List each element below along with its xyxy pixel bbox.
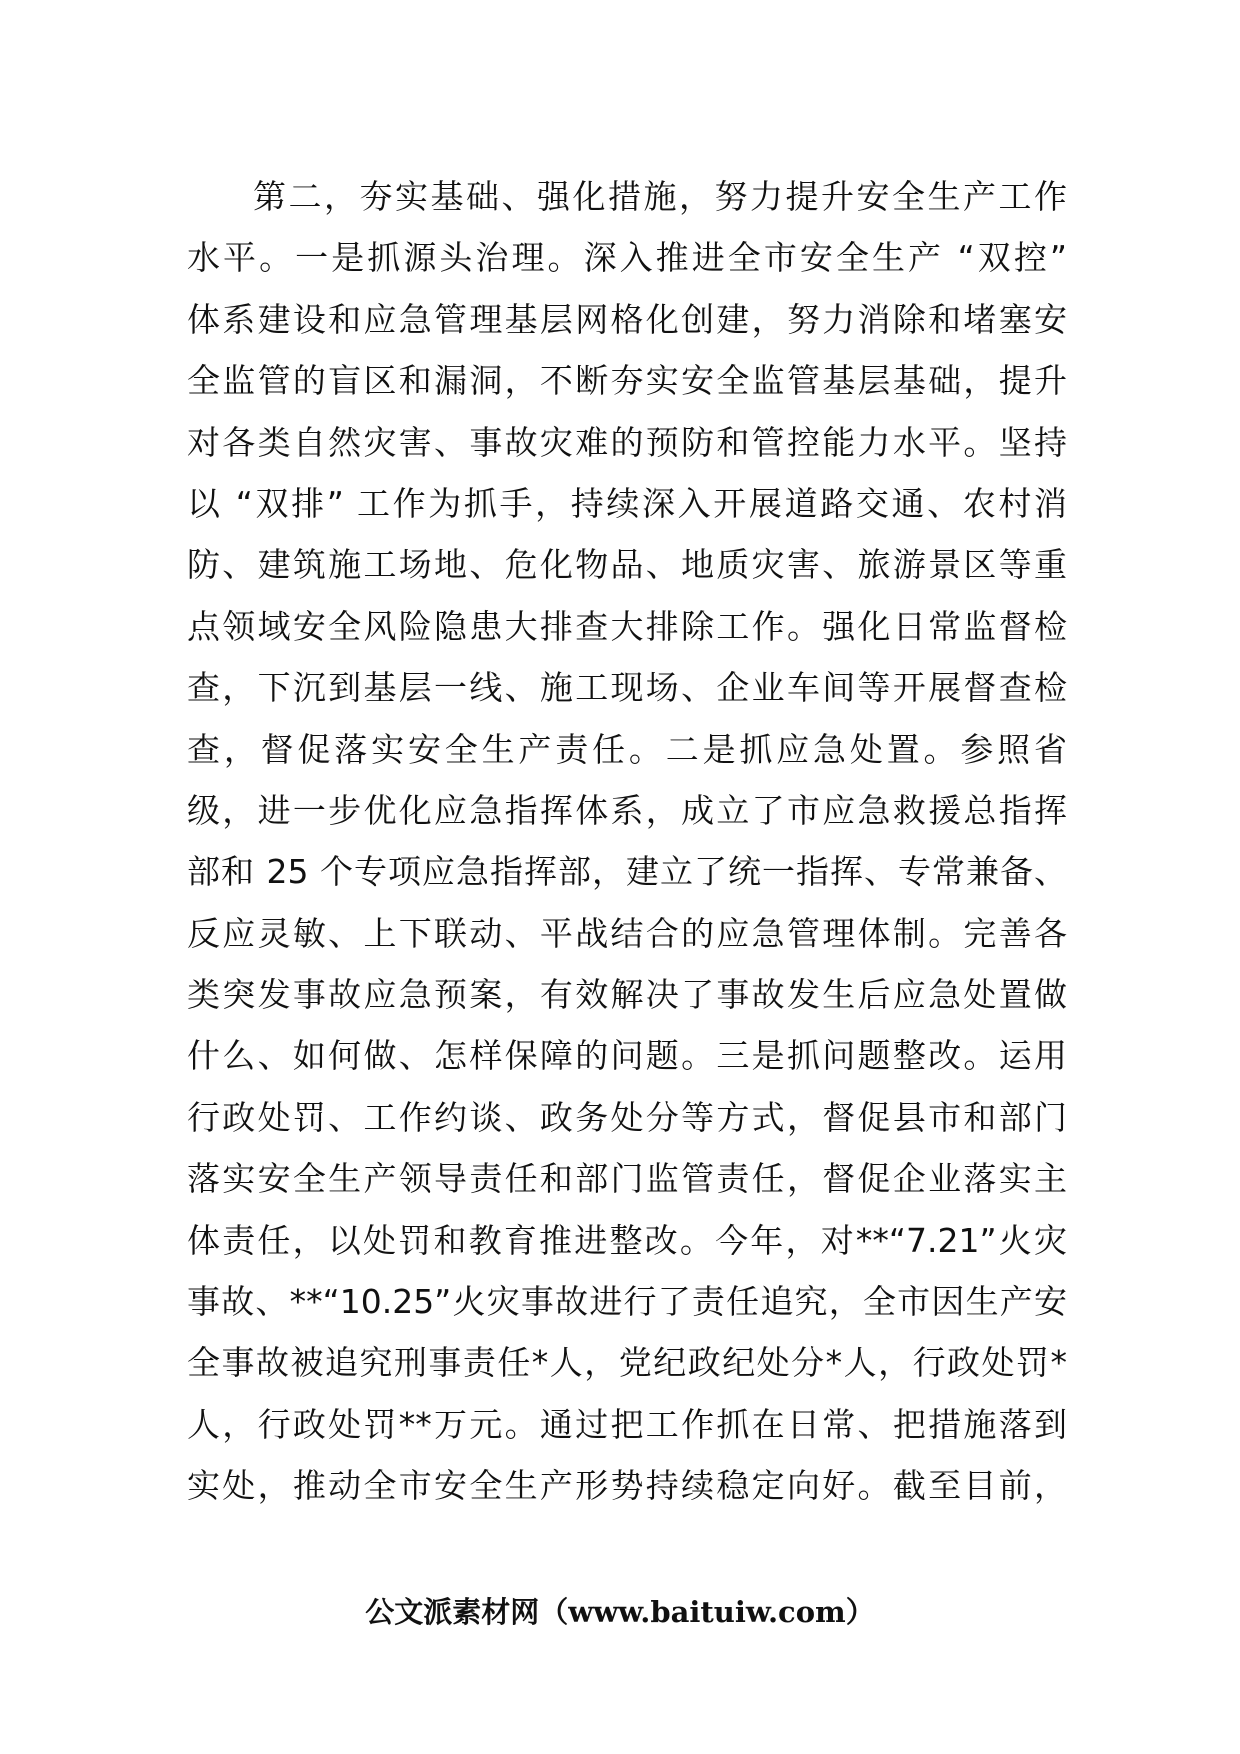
text-line: 什么、如何做、怎样保障的问题。三是抓问题整改。运用 [187, 1036, 1067, 1076]
text-line: 事故、**“10.25”火灾事故进行了责任追究，全市因生产安 [187, 1282, 1067, 1322]
text-line: 行政处罚、工作约谈、政务处分等方式，督促县市和部门 [187, 1097, 1067, 1137]
body-paragraph [187, 166, 1067, 1517]
text-line: 查，下沉到基层一线、施工现场、企业车间等开展督查检 [187, 668, 1067, 708]
text-line: 类突发事故应急预案，有效解决了事故发生后应急处置做 [187, 975, 1067, 1015]
text-line: 查，督促落实安全生产责任。二是抓应急处置。参照省 [187, 729, 1067, 769]
text-line: 体责任，以处罚和教育推进整改。今年，对**“7.21”火灾 [187, 1220, 1067, 1260]
text-line: 实处，推动全市安全生产形势持续稳定向好。截至目前， [187, 1466, 1067, 1506]
text-line: 部和 25 个专项应急指挥部，建立了统一指挥、专常兼备、 [187, 852, 1067, 892]
text-line: 全监管的盲区和漏洞，不断夯实安全监管基层基础，提升 [187, 361, 1067, 401]
text-line: 对各类自然灾害、事故灾难的预防和管控能力水平。坚持 [187, 422, 1067, 462]
text-line: 水平。一是抓源头治理。深入推进全市安全生产 “双控” [187, 238, 1067, 278]
text-line: 反应灵敏、上下联动、平战结合的应急管理体制。完善各 [187, 913, 1067, 953]
text-line: 防、建筑施工场地、危化物品、地质灾害、旅游景区等重 [187, 545, 1067, 585]
text-line: 第二，夯实基础、强化措施，努力提升安全生产工作 [253, 177, 1067, 216]
text-line: 落实安全生产领导责任和部门监管责任，督促企业落实主 [187, 1159, 1067, 1199]
text-line: 级，进一步优化应急指挥体系，成立了市应急救援总指挥 [187, 790, 1067, 830]
text-line: 点领域安全风险隐患大排查大排除工作。强化日常监督检 [187, 606, 1067, 646]
text-line: 体系建设和应急管理基层网格化创建，努力消除和堵塞安 [187, 299, 1067, 339]
text-line: 全事故被追究刑事责任*人，党纪政纪处分*人，行政处罚* [187, 1343, 1067, 1383]
footer-source-text: 公文派素材网（www.baituiw.com） [365, 1595, 875, 1629]
text-line: 人，行政处罚**万元。通过把工作抓在日常、把措施落到 [187, 1404, 1067, 1444]
text-line: 以 “双排” 工作为抓手，持续深入开展道路交通、农村消 [187, 483, 1067, 523]
